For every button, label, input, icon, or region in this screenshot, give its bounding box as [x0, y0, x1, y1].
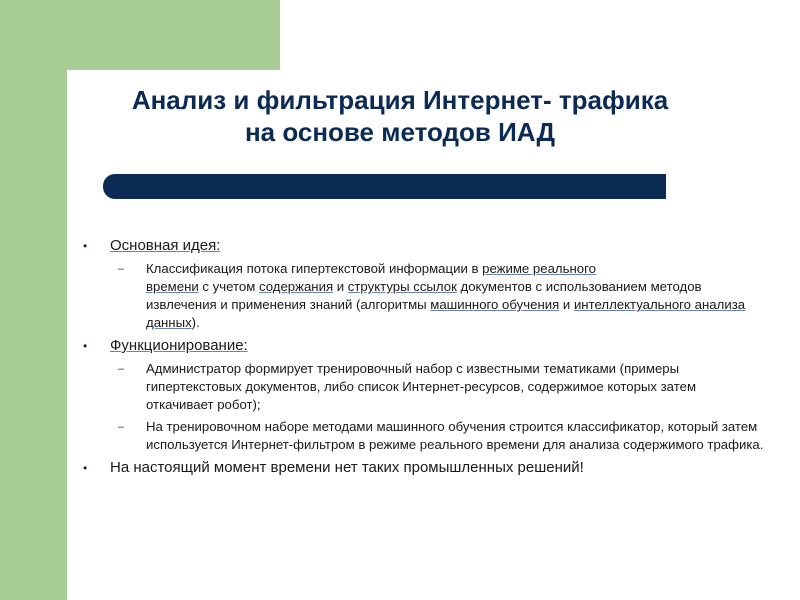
dash-icon: –: [118, 363, 125, 375]
bullet-icon: •: [83, 239, 88, 253]
sub-bullet-text: Администратор формирует тренировочный набор с известными тематиками (примеры гипертекстовых документов, либо список Интернет-ресурсов, содержимое которых затем откачивает робот);: [146, 361, 697, 412]
link-link-structure[interactable]: структуры ссылок: [347, 279, 457, 294]
sub-bullet-admin-training-set: [80, 360, 766, 414]
text-fragment: и: [559, 297, 574, 312]
link-realtime-mode[interactable]: режиме реального: [482, 261, 596, 276]
bullet-icon: •: [83, 461, 88, 475]
link-realtime-mode-cont[interactable]: времени: [146, 279, 199, 294]
bullet-no-industrial-solutions: [80, 458, 720, 478]
title-divider-bar: [103, 174, 666, 199]
main-idea-label[interactable]: Основная идея:: [110, 237, 221, 254]
slide-title: [80, 84, 720, 148]
title-line-1: Анализ и фильтрация Интернет- трафика: [131, 85, 669, 115]
sub-bullet-classification: [80, 260, 766, 332]
text-fragment: документов с использованием методов извлечения и применения знаний (алгоритмы: [146, 279, 702, 312]
link-content[interactable]: содержания: [258, 279, 334, 294]
text-fragment: ).: [191, 315, 200, 330]
top-accent-band: [0, 0, 280, 70]
dash-icon: –: [118, 421, 125, 433]
left-accent-band: [0, 0, 67, 600]
link-data-mining[interactable]: интеллектуального анализа данных: [146, 297, 746, 330]
dash-icon: –: [118, 263, 125, 275]
slide-body: [80, 236, 764, 482]
link-machine-learning[interactable]: машинного обучения: [430, 297, 560, 312]
bullet-main-idea: [80, 236, 720, 256]
functioning-label[interactable]: Функционирование:: [110, 337, 248, 354]
title-line-2: на основе методов ИАД: [244, 117, 556, 147]
text-fragment: Классификация потока гипертекстовой информации в: [146, 261, 483, 276]
text-fragment: с учетом: [198, 279, 259, 294]
sub-bullet-classifier: [80, 418, 766, 454]
sub-bullet-text: На тренировочном наборе методами машинного обучения строится классификатор, который затем используется Интернет-фильтром в режиме реального времени для анализа содержимого трафика.: [146, 419, 764, 452]
bullet-functioning: [80, 336, 720, 356]
text-fragment: и: [333, 279, 348, 294]
bullet-icon: •: [83, 339, 88, 353]
final-statement: На настоящий момент времени нет таких промышленных решений!: [110, 459, 584, 476]
